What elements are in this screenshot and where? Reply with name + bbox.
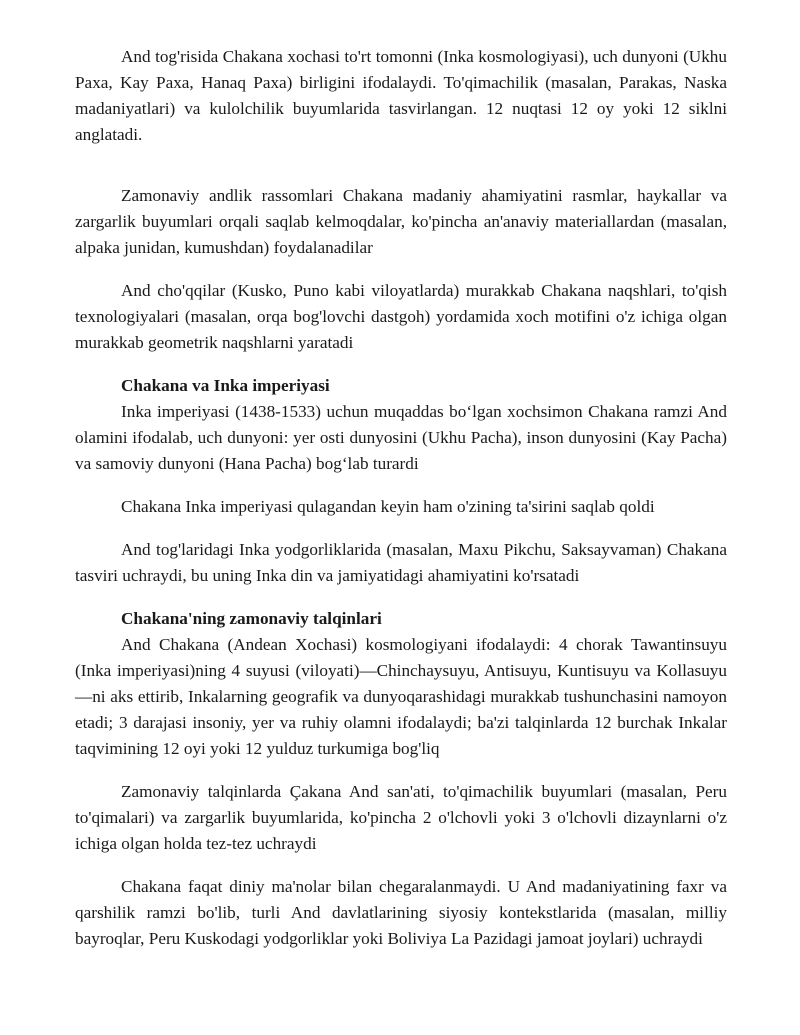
paragraph: Chakana faqat diniy ma'nolar bilan chegaralanmaydi. U And madaniyatining faxr va qarshilik ramzi bo'lib, turli And davlatlarining siyosiy kontekstlarida (masalan, milliy bayroqlar, Peru Kuskodagi yodgorliklar yoki Boliviya La Pazidagi jamoat joylari) uchraydi (75, 877, 727, 948)
section-heading: Chakana'ning zamonaviy talqinlari (121, 609, 382, 628)
paragraph: And Chakana (Andean Xochasi) kosmologiyani ifodalaydi: 4 chorak Tawantinsuyu (Inka imperiyasi)ning 4 suyusi (viloyati)—Chinchaysuyu, Antisuyu, Kuntisuyu va Kollasuyu—ni aks ettirib, Inkalarning geografik va dunyoqarashidagi murakkab tushunchasini namoyon etadi; 3 darajasi insoniy, yer va ruhiy olamni ifodalaydi; ba'zi talqinlarda 12 burchak Inkalar taqvimining 12 oyi yoki 12 yulduz turkumiga bog'liq (75, 635, 727, 758)
spacer (75, 165, 727, 183)
paragraph: Zamonaviy andlik rassomlari Chakana madaniy ahamiyatini rasmlar, haykallar va zargarlik buyumlari orqali saqlab kelmoqdalar, ko'pincha an'anaviy materiallardan (masalan, alpaka junidan, kumushdan) foydalanadilar (75, 186, 727, 257)
paragraph: And tog'risida Chakana xochasi to'rt tomonni (Inka kosmologiyasi), uch dunyoni (Ukhu Paxa, Kay Paxa, Hanaq Paxa) birligini ifodalaydi. To'qimachilik (masalan, Parakas, Naska madaniyatlari) va kulolchilik buyumlarida tasvirlangan. 12 nuqtasi 12 oy yoki 12 siklni anglatadi. (75, 47, 727, 144)
document-page (75, 44, 727, 969)
paragraph: Zamonaviy talqinlarda Çakana And san'ati, to'qimachilik buyumlari (masalan, Peru to'qimalari) va zargarlik buyumlarida, ko'pincha 2 o'lchovli yoki 3 o'lchovli dizaynlarni o'z ichiga olgan holda tez-tez uchraydi (75, 782, 727, 853)
paragraph: And cho'qqilar (Kusko, Puno kabi viloyatlarda) murakkab Chakana naqshlari, to'qish texnologiyalari (masalan, orqa bog'lovchi dastgoh) yordamida xoch motifini o'z ichiga olgan murakkab geometrik naqshlarni yaratadi (75, 281, 727, 352)
paragraph: And tog'laridagi Inka yodgorliklarida (masalan, Maxu Pikchu, Saksayvaman) Chakana tasviri uchraydi, bu uning Inka din va jamiyatidagi ahamiyatini ko'rsatadi (75, 540, 727, 585)
section-heading: Chakana va Inka imperiyasi (121, 376, 330, 395)
paragraph: Inka imperiyasi (1438-1533) uchun muqaddas bo‘lgan xochsimon Chakana ramzi And olamini ifodalab, uch dunyoni: yer osti dunyosini (Ukhu Pacha), inson dunyosini (Kay Pacha) va samoviy dunyoni (Hana Pacha) bog‘lab turardi (75, 402, 727, 473)
paragraph: Chakana Inka imperiyasi qulagandan keyin ham o'zining ta'sirini saqlab qoldi (121, 497, 655, 516)
